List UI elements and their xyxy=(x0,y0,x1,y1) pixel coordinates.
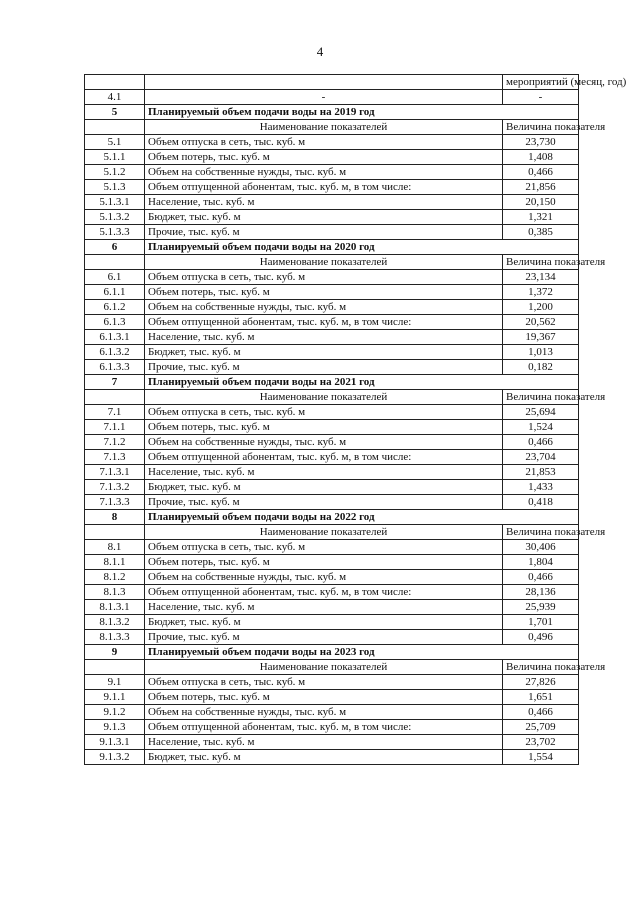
row-value: 0,466 xyxy=(503,165,579,180)
row-number: 5.1.3 xyxy=(85,180,145,195)
row-value: 20,562 xyxy=(503,315,579,330)
row-number: 6.1.3.2 xyxy=(85,345,145,360)
row-name: Объем потерь, тыс. куб. м xyxy=(145,420,503,435)
row-value: мероприятий (месяц, год) xyxy=(503,75,579,90)
row-number: 9.1.3 xyxy=(85,720,145,735)
row-name: Население, тыс. куб. м xyxy=(145,600,503,615)
row-value: 23,704 xyxy=(503,450,579,465)
row-number: 8.1.3.3 xyxy=(85,630,145,645)
row-name: Прочие, тыс. куб. м xyxy=(145,630,503,645)
table-row xyxy=(85,585,579,600)
table-row xyxy=(85,735,579,750)
table-row xyxy=(85,435,579,450)
table-row xyxy=(85,345,579,360)
row-number: 5.1.3.3 xyxy=(85,225,145,240)
header-name: Наименование показателей xyxy=(145,255,503,270)
row-value: 1,804 xyxy=(503,555,579,570)
row-value: 0,418 xyxy=(503,495,579,510)
row-number: 6.1 xyxy=(85,270,145,285)
row-number: 5.1.3.1 xyxy=(85,195,145,210)
row-number: 7.1.3.1 xyxy=(85,465,145,480)
table-row xyxy=(85,300,579,315)
row-name: Объем отпущенной абонентам, тыс. куб. м, в том числе: xyxy=(145,180,503,195)
section-number: 7 xyxy=(85,375,145,390)
table-row xyxy=(85,135,579,150)
row-name: Население, тыс. куб. м xyxy=(145,330,503,345)
row-value: - xyxy=(503,90,579,105)
row-name: Объем на собственные нужды, тыс. куб. м xyxy=(145,165,503,180)
row-name: Объем отпущенной абонентам, тыс. куб. м, в том числе: xyxy=(145,720,503,735)
row-number: 5.1.2 xyxy=(85,165,145,180)
row-value: 21,856 xyxy=(503,180,579,195)
row-number: 8.1.3.2 xyxy=(85,615,145,630)
row-value: 1,554 xyxy=(503,750,579,765)
table-row xyxy=(85,360,579,375)
table-row xyxy=(85,540,579,555)
row-name: Объем отпуска в сеть, тыс. куб. м xyxy=(145,135,503,150)
row-number: 5.1 xyxy=(85,135,145,150)
row-number: 9.1.3.2 xyxy=(85,750,145,765)
row-value: 20,150 xyxy=(503,195,579,210)
row-value: 0,466 xyxy=(503,570,579,585)
water-supply-table xyxy=(84,74,627,765)
row-number: 8.1.3.1 xyxy=(85,600,145,615)
row-value: 1,321 xyxy=(503,210,579,225)
section-title-row xyxy=(85,105,579,120)
table-row xyxy=(85,330,579,345)
row-name: Прочие, тыс. куб. м xyxy=(145,495,503,510)
column-header-row xyxy=(85,255,579,270)
row-name: Прочие, тыс. куб. м xyxy=(145,360,503,375)
row-value: 23,730 xyxy=(503,135,579,150)
row-value: 1,524 xyxy=(503,420,579,435)
row-number: 7.1.2 xyxy=(85,435,145,450)
row-name: Бюджет, тыс. куб. м xyxy=(145,615,503,630)
section-number: 9 xyxy=(85,645,145,660)
table-row xyxy=(85,450,579,465)
row-value: 0,466 xyxy=(503,705,579,720)
header-value: Величина показателя xyxy=(503,525,579,540)
table-row xyxy=(85,195,579,210)
table-row xyxy=(85,600,579,615)
row-name: Объем на собственные нужды, тыс. куб. м xyxy=(145,705,503,720)
section-title-row xyxy=(85,375,579,390)
row-name: Объем отпущенной абонентам, тыс. куб. м, в том числе: xyxy=(145,585,503,600)
table-row xyxy=(85,270,579,285)
table-row xyxy=(85,150,579,165)
row-value: 1,651 xyxy=(503,690,579,705)
section-number: 8 xyxy=(85,510,145,525)
row-value: 0,385 xyxy=(503,225,579,240)
column-header-row xyxy=(85,525,579,540)
row-name: Объем отпущенной абонентам, тыс. куб. м, в том числе: xyxy=(145,450,503,465)
row-name xyxy=(145,75,503,90)
row-value: 25,939 xyxy=(503,600,579,615)
row-number: 7.1 xyxy=(85,405,145,420)
row-name: Объем отпуска в сеть, тыс. куб. м xyxy=(145,405,503,420)
table-row xyxy=(85,405,579,420)
row-value: 1,433 xyxy=(503,480,579,495)
row-number: 8.1.1 xyxy=(85,555,145,570)
section-number: 6 xyxy=(85,240,145,255)
row-number: 8.1.2 xyxy=(85,570,145,585)
row-number: 7.1.3.2 xyxy=(85,480,145,495)
row-number: 6.1.3 xyxy=(85,315,145,330)
row-value: 1,701 xyxy=(503,615,579,630)
row-value: 23,702 xyxy=(503,735,579,750)
row-value: 27,826 xyxy=(503,675,579,690)
table-row xyxy=(85,675,579,690)
row-name: Население, тыс. куб. м xyxy=(145,735,503,750)
row-name: Бюджет, тыс. куб. м xyxy=(145,480,503,495)
row-value: 1,200 xyxy=(503,300,579,315)
row-name: Бюджет, тыс. куб. м xyxy=(145,750,503,765)
page-number: 4 xyxy=(316,44,324,59)
row-name: Население, тыс. куб. м xyxy=(145,465,503,480)
row-value: 23,134 xyxy=(503,270,579,285)
row-name: Население, тыс. куб. м xyxy=(145,195,503,210)
table-body xyxy=(85,75,627,765)
section-title-row xyxy=(85,240,579,255)
row-value: 30,406 xyxy=(503,540,579,555)
column-header-row xyxy=(85,390,579,405)
header-number-cell xyxy=(85,660,145,675)
header-name: Наименование показателей xyxy=(145,120,503,135)
column-header-row xyxy=(85,120,579,135)
table-row xyxy=(85,315,579,330)
row-name: Объем потерь, тыс. куб. м xyxy=(145,150,503,165)
row-name: Объем на собственные нужды, тыс. куб. м xyxy=(145,435,503,450)
header-value: Величина показателя xyxy=(503,660,579,675)
table-row xyxy=(85,210,579,225)
row-number: 6.1.3.1 xyxy=(85,330,145,345)
section-title: Планируемый объем подачи воды на 2019 год xyxy=(145,105,579,120)
row-value: 0,182 xyxy=(503,360,579,375)
row-value: 1,372 xyxy=(503,285,579,300)
table-row xyxy=(85,75,579,90)
row-number: 9.1 xyxy=(85,675,145,690)
table-row xyxy=(85,720,579,735)
row-value: 0,496 xyxy=(503,630,579,645)
row-value: 25,709 xyxy=(503,720,579,735)
row-number: 8.1.3 xyxy=(85,585,145,600)
header-value: Величина показателя xyxy=(503,255,579,270)
row-name: Объем отпущенной абонентам, тыс. куб. м, в том числе: xyxy=(145,315,503,330)
section-title: Планируемый объем подачи воды на 2023 год xyxy=(145,645,579,660)
header-name: Наименование показателей xyxy=(145,390,503,405)
row-number: 7.1.1 xyxy=(85,420,145,435)
row-name: Объем отпуска в сеть, тыс. куб. м xyxy=(145,540,503,555)
table-row xyxy=(85,465,579,480)
row-number: 7.1.3.3 xyxy=(85,495,145,510)
row-number: 6.1.3.3 xyxy=(85,360,145,375)
row-number xyxy=(85,75,145,90)
table-row xyxy=(85,225,579,240)
row-name: Бюджет, тыс. куб. м xyxy=(145,345,503,360)
row-number: 7.1.3 xyxy=(85,450,145,465)
header-name: Наименование показателей xyxy=(145,525,503,540)
table-row xyxy=(85,420,579,435)
table-row xyxy=(85,285,579,300)
header-number-cell xyxy=(85,525,145,540)
row-value: 21,853 xyxy=(503,465,579,480)
row-name: Объем на собственные нужды, тыс. куб. м xyxy=(145,300,503,315)
table-row xyxy=(85,570,579,585)
row-name: Объем потерь, тыс. куб. м xyxy=(145,285,503,300)
row-number: 4.1 xyxy=(85,90,145,105)
table-row xyxy=(85,750,579,765)
row-value: 25,694 xyxy=(503,405,579,420)
row-name: Бюджет, тыс. куб. м xyxy=(145,210,503,225)
section-title: Планируемый объем подачи воды на 2021 год xyxy=(145,375,579,390)
table-row xyxy=(85,705,579,720)
table-row xyxy=(85,90,579,105)
column-header-row xyxy=(85,660,579,675)
row-name: Объем отпуска в сеть, тыс. куб. м xyxy=(145,675,503,690)
row-number: 5.1.1 xyxy=(85,150,145,165)
table-row xyxy=(85,555,579,570)
header-number-cell xyxy=(85,255,145,270)
row-name: - xyxy=(145,90,503,105)
section-title: Планируемый объем подачи воды на 2022 год xyxy=(145,510,579,525)
table-row xyxy=(85,615,579,630)
table-row xyxy=(85,495,579,510)
table-row xyxy=(85,180,579,195)
row-number: 6.1.2 xyxy=(85,300,145,315)
row-value: 0,466 xyxy=(503,435,579,450)
row-name: Прочие, тыс. куб. м xyxy=(145,225,503,240)
row-value: 28,136 xyxy=(503,585,579,600)
row-number: 8.1 xyxy=(85,540,145,555)
row-value: 1,408 xyxy=(503,150,579,165)
row-number: 9.1.2 xyxy=(85,705,145,720)
row-number: 9.1.3.1 xyxy=(85,735,145,750)
table-row xyxy=(85,165,579,180)
section-number: 5 xyxy=(85,105,145,120)
row-number: 6.1.1 xyxy=(85,285,145,300)
section-title-row xyxy=(85,510,579,525)
section-title: Планируемый объем подачи воды на 2020 год xyxy=(145,240,579,255)
row-number: 9.1.1 xyxy=(85,690,145,705)
row-number: 5.1.3.2 xyxy=(85,210,145,225)
row-name: Объем потерь, тыс. куб. м xyxy=(145,555,503,570)
table-row xyxy=(85,690,579,705)
header-value: Величина показателя xyxy=(503,390,579,405)
table-row xyxy=(85,480,579,495)
header-name: Наименование показателей xyxy=(145,660,503,675)
row-name: Объем отпуска в сеть, тыс. куб. м xyxy=(145,270,503,285)
header-value: Величина показателя xyxy=(503,120,579,135)
header-number-cell xyxy=(85,390,145,405)
row-name: Объем на собственные нужды, тыс. куб. м xyxy=(145,570,503,585)
row-value: 1,013 xyxy=(503,345,579,360)
header-number-cell xyxy=(85,120,145,135)
section-title-row xyxy=(85,645,579,660)
row-value: 19,367 xyxy=(503,330,579,345)
row-name: Объем потерь, тыс. куб. м xyxy=(145,690,503,705)
table-row xyxy=(85,630,579,645)
